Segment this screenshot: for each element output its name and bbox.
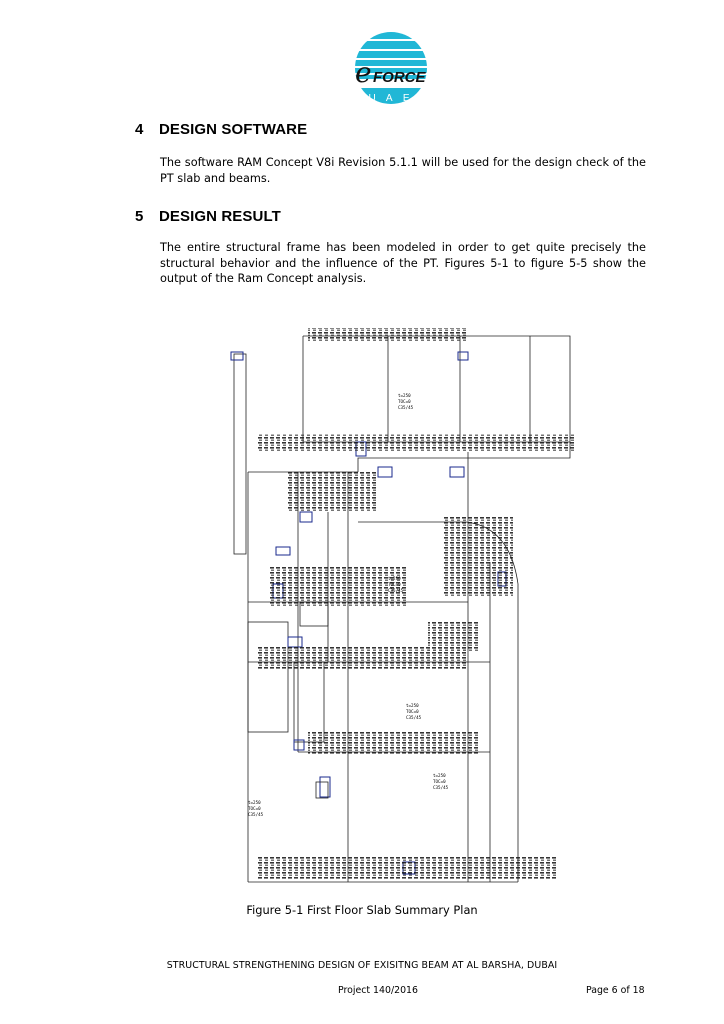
section-4-heading [135, 121, 307, 138]
section-number: 4 [135, 121, 144, 138]
zone-label: C35/45 [406, 715, 422, 720]
zone-label: t=250 [433, 773, 446, 778]
zone-label: C35/45 [388, 588, 404, 593]
beam-markers [231, 352, 506, 874]
zone-label: TOC=0 [248, 806, 261, 811]
annotation-clusters [256, 328, 576, 879]
section-number: 5 [135, 208, 144, 225]
zone-label: t=250 [398, 393, 411, 398]
eforce-logo [349, 30, 433, 106]
zone-label: TOC=0 [406, 709, 419, 714]
zone-label: C35/45 [248, 812, 264, 817]
opening [316, 782, 328, 798]
section-title: DESIGN SOFTWARE [159, 121, 308, 138]
footer-project: Project 140/2016 [338, 985, 418, 996]
footer-title: STRUCTURAL STRENGTHENING DESIGN OF EXISITNG BEAM AT AL BARSHA, DUBAI [166, 960, 558, 971]
logo-sub: U A E [368, 93, 414, 104]
zone-label: t=250 [248, 800, 261, 805]
zone-label: C35/45 [398, 405, 414, 410]
plan-outline [234, 336, 570, 882]
zone-label: t=250 [388, 576, 401, 581]
zone-label: t=250 [406, 703, 419, 708]
section-5-paragraph: The entire structural frame has been modeled in order to get quite precisely the structural behavior and the influence of the PT. Figures 5-1 to figure 5-5 show the output of the Ram Concept analysis. [160, 241, 646, 285]
zone-label: C35/45 [433, 785, 449, 790]
figure-caption: Figure 5-1 First Floor Slab Summary Plan [246, 903, 478, 917]
slab-plan-drawing [228, 322, 576, 888]
footer-page-number: Page 6 of 18 [586, 985, 645, 996]
section-5-heading [135, 208, 281, 225]
section-title: DESIGN RESULT [159, 208, 281, 225]
zone-label: TOC=0 [398, 399, 411, 404]
section-4-paragraph: The software RAM Concept V8i Revision 5.1.1 will be used for the design check of the PT slab and beams. [160, 156, 646, 185]
logo-brand-letter: e [355, 56, 372, 89]
zone-label: TOC=0 [388, 582, 401, 587]
logo-brand-word: FORCE [373, 69, 426, 86]
zone-label: TOC=0 [433, 779, 446, 784]
